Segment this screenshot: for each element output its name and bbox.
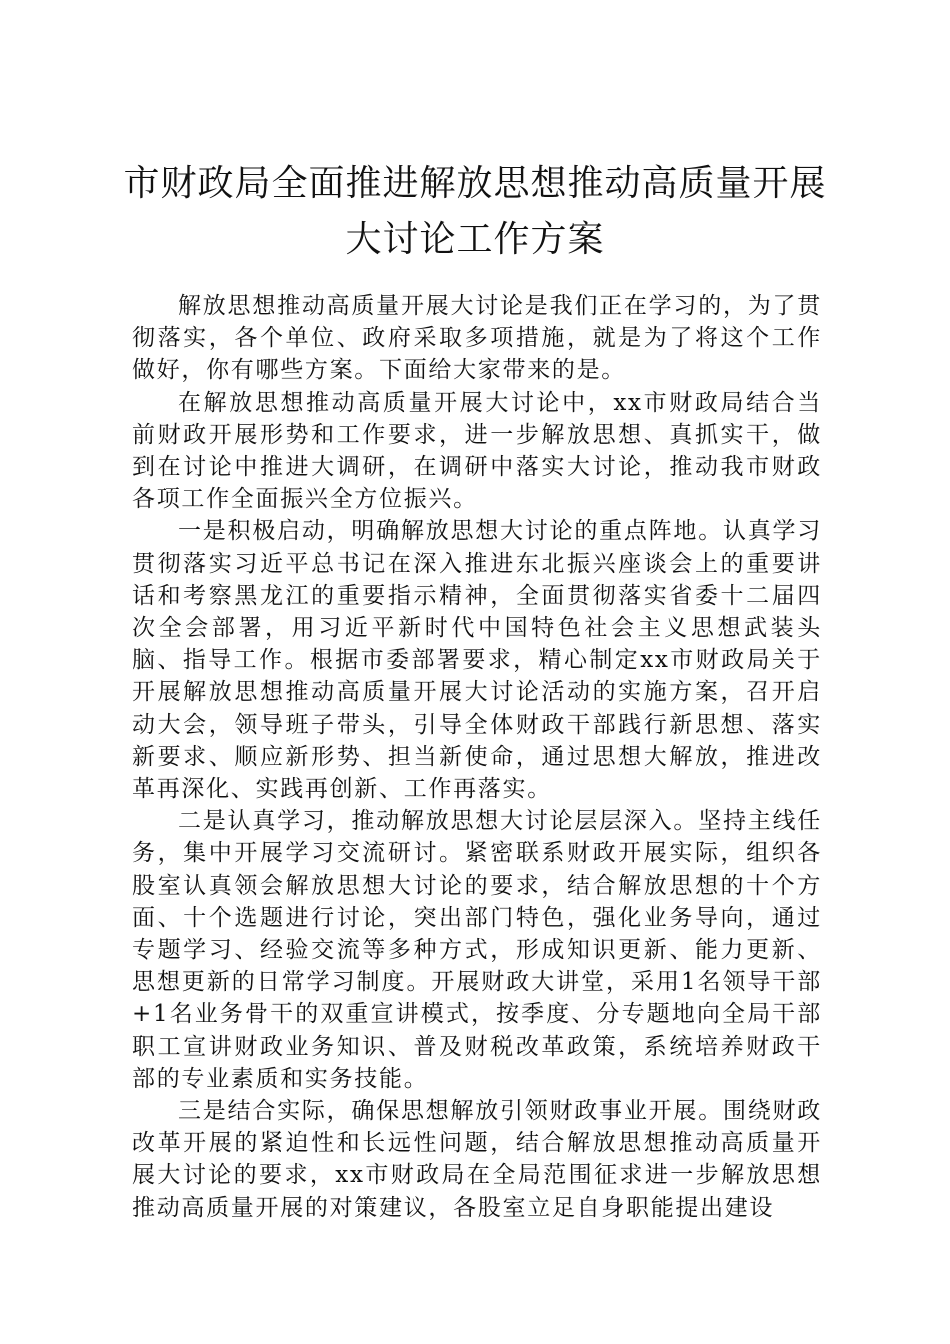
paragraph-point-3: 三是结合实际，确保思想解放引领财政事业开展。围绕财政改革开展的紧迫性和长远性问题，结合解放思想推动高质量开展大讨论的要求，xx市财政局在全局范围征求进一步解放思想推动高质量开展的对策建议，各股室立足自身职能提出建设 (132, 1098, 822, 1221)
document-title-line-1: 市财政局全面推进解放思想推动高质量开展 (123, 163, 827, 204)
document-body (132, 290, 822, 1224)
paragraph-intro: 解放思想推动高质量开展大讨论是我们正在学习的，为了贯彻落实，各个单位、政府采取多项措施，就是为了将这个工作做好，你有哪些方案。下面给大家带来的是。 (132, 293, 822, 384)
paragraph-point-1: 一是积极启动，明确解放思想大讨论的重点阵地。认真学习贯彻落实习近平总书记在深入推进东北振兴座谈会上的重要讲话和考察黑龙江的重要指示精神，全面贯彻落实省委十二届四次全会部署，用习近平新时代中国特色社会主义思想武装头脑、指导工作。根据市委部署要求，精心制定xx市财政局关于开展解放思想推动高质量开展大讨论活动的实施方案，召开启动大会，领导班子带头，引导全体财政干部践行新思想、落实新要求、顺应新形势、担当新使命，通过思想大解放，推进改革再深化、实践再创新、工作再落实。 (132, 518, 822, 803)
document-title-line-2: 大讨论工作方案 (345, 219, 605, 260)
paragraph-point-2: 二是认真学习，推动解放思想大讨论层层深入。坚持主线任务，集中开展学习交流研讨。紧密联系财政开展实际，组织各股室认真领会解放思想大讨论的要求，结合解放思想的十个方面、十个选题进行讨论，突出部门特色，强化业务导向，通过专题学习、经验交流等多种方式，形成知识更新、能力更新、思想更新的日常学习制度。开展财政大讲堂，采用1名领导干部+1名业务骨干的双重宣讲模式，按季度、分专题地向全局干部职工宣讲财政业务知识、普及财税改革政策，系统培养财政干部的专业素质和实务技能。 (132, 808, 822, 1092)
paragraph-overview: 在解放思想推动高质量开展大讨论中，xx市财政局结合当前财政开展形势和工作要求，进一步解放思想、真抓实干，做到在讨论中推进大调研，在调研中落实大讨论，推动我市财政各项工作全面振兴全方位振兴。 (132, 389, 822, 513)
